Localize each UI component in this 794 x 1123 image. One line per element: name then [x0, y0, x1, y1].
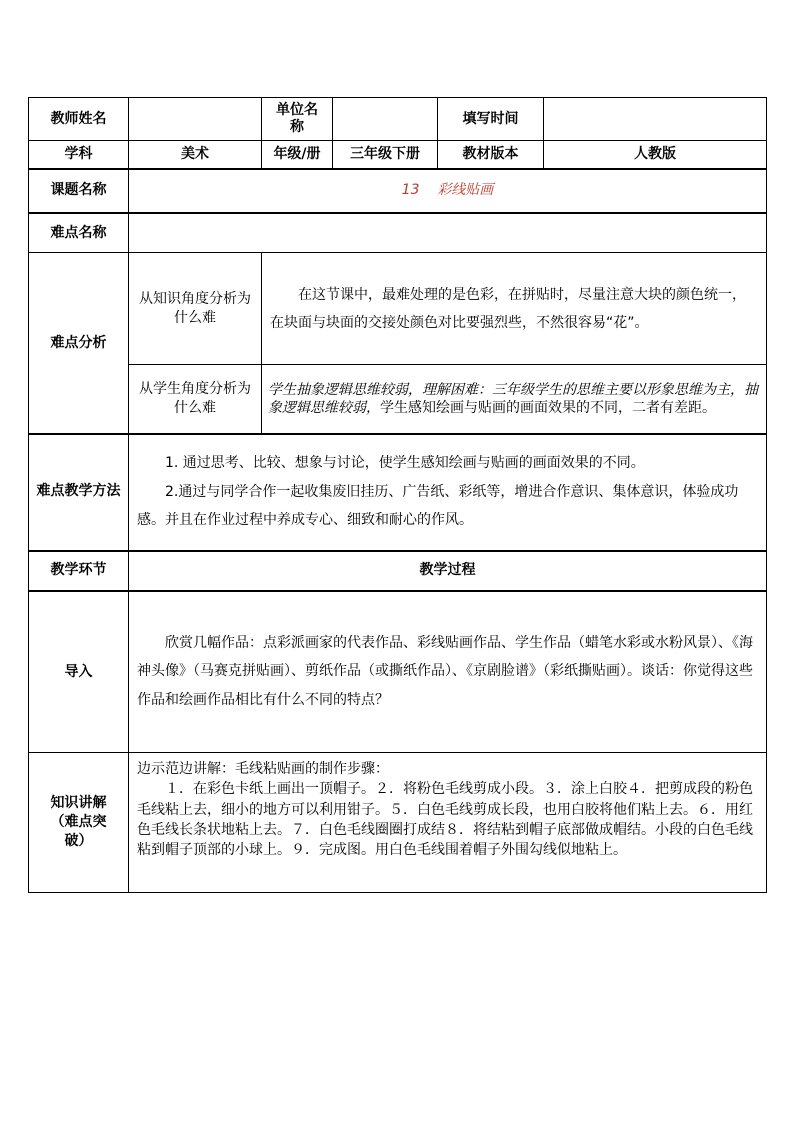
- difficulty-analysis-label: 难点分析: [29, 253, 129, 434]
- difficulty-name-value: [129, 213, 767, 253]
- difficulty-name-row: [29, 213, 767, 253]
- lesson-title-cell: [129, 169, 767, 213]
- student-angle-normal: 学生感知绘画与贴画的画面效果的不同，二者有差距。: [380, 399, 716, 416]
- header-row: [29, 98, 767, 141]
- teacher-name-value: [129, 98, 262, 141]
- lesson-plan-table: [28, 97, 767, 893]
- knowledge-cell: [129, 753, 767, 893]
- grade-value: 三年级下册: [333, 141, 438, 169]
- knowledge-steps: １．在彩色卡纸上画出一顶帽子。２．将粉色毛线剪成小段。３．涂上白胶４．把剪成段的粉色毛线粘上去，细小的地方可以利用钳子。５．白色毛线剪成长段，也用白胶将他们粘上去。６．用红色毛线长条状地粘上去。７．白色毛线圈圈打成结８．将结粘到帽子底部做成帽结。小段的白色毛线粘到帽子顶部的小球上。９．完成图。用白色毛线围着帽子外围勾线似地粘上。: [137, 781, 753, 859]
- teaching-method-item-1: 1. 通过思考、比较、想象与讨论，使学生感知绘画与贴画的画面效果的不同。: [165, 454, 645, 471]
- teaching-method-item-2: 2.通过与同学合作一起收集废旧挂历、广告纸、彩纸等，增进合作意识、集体意识，体验成功感。并且在作业过程中养成专心、细致和耐心的作风。: [137, 483, 739, 529]
- subject-value: 美术: [129, 141, 262, 169]
- lesson-title: 彩线贴画: [437, 182, 494, 199]
- teaching-method-label: 难点教学方法: [29, 434, 129, 551]
- subject-label: 学科: [29, 141, 129, 169]
- info-row: [29, 141, 767, 169]
- knowledge-analysis-row: [29, 253, 767, 365]
- lesson-row: [29, 169, 767, 213]
- student-angle-italic: 学生抽象逻辑思维较弱，理解困难：三年级学生的思维主要以形象思维为主，抽象逻辑思维较弱，: [268, 381, 758, 416]
- process-header-row: [29, 551, 767, 591]
- intro-row: [29, 591, 767, 753]
- knowledge-angle-label: 从知识角度分析为什么难: [129, 253, 262, 365]
- teaching-stage-label: 教学环节: [29, 551, 129, 591]
- fill-time-value: [544, 98, 767, 141]
- student-angle-text: [262, 365, 767, 434]
- edition-value: 人教版: [544, 141, 767, 169]
- grade-label: 年级/册: [262, 141, 333, 169]
- intro-cell: [129, 591, 767, 753]
- lesson-label: 课题名称: [29, 169, 129, 213]
- teaching-method-row: [29, 434, 767, 551]
- knowledge-angle-paragraph: 在这节课中，最难处理的是色彩，在拼贴时，尽量注意大块的颜色统一，在块面与块面的交接处颜色对比要强烈些，不然很容易“花”。: [270, 286, 746, 331]
- intro-label: 导入: [29, 591, 129, 753]
- knowledge-intro-line: 边示范边讲解：毛线粘贴画的制作步骤：: [137, 761, 389, 777]
- knowledge-label: 知识讲解（难点突破）: [29, 753, 129, 893]
- teacher-name-label: 教师姓名: [29, 98, 129, 141]
- student-angle-label: 从学生角度分析为什么难: [129, 365, 262, 434]
- knowledge-angle-text: [262, 253, 767, 365]
- teaching-method-cell: [129, 434, 767, 551]
- intro-text: 欣赏几幅作品：点彩派画家的代表作品、彩线贴画作品、学生作品（蜡笔水彩或水粉风景）、《海神头像》（马赛克拼贴画）、剪纸作品（或撕纸作品）、《京剧脸谱》（彩纸撕贴画）。谈话：你觉得这些作品和绘画作品相比有什么不同的特点？: [137, 634, 753, 709]
- edition-label: 教材版本: [438, 141, 544, 169]
- fill-time-label: 填写时间: [438, 98, 544, 141]
- difficulty-name-label: 难点名称: [29, 213, 129, 253]
- knowledge-row: [29, 753, 767, 893]
- unit-name-label: 单位名称: [262, 98, 333, 141]
- student-analysis-row: [29, 365, 767, 434]
- unit-name-value: [333, 98, 438, 141]
- teaching-process-label: 教学过程: [129, 551, 767, 591]
- lesson-number: 13: [401, 182, 420, 199]
